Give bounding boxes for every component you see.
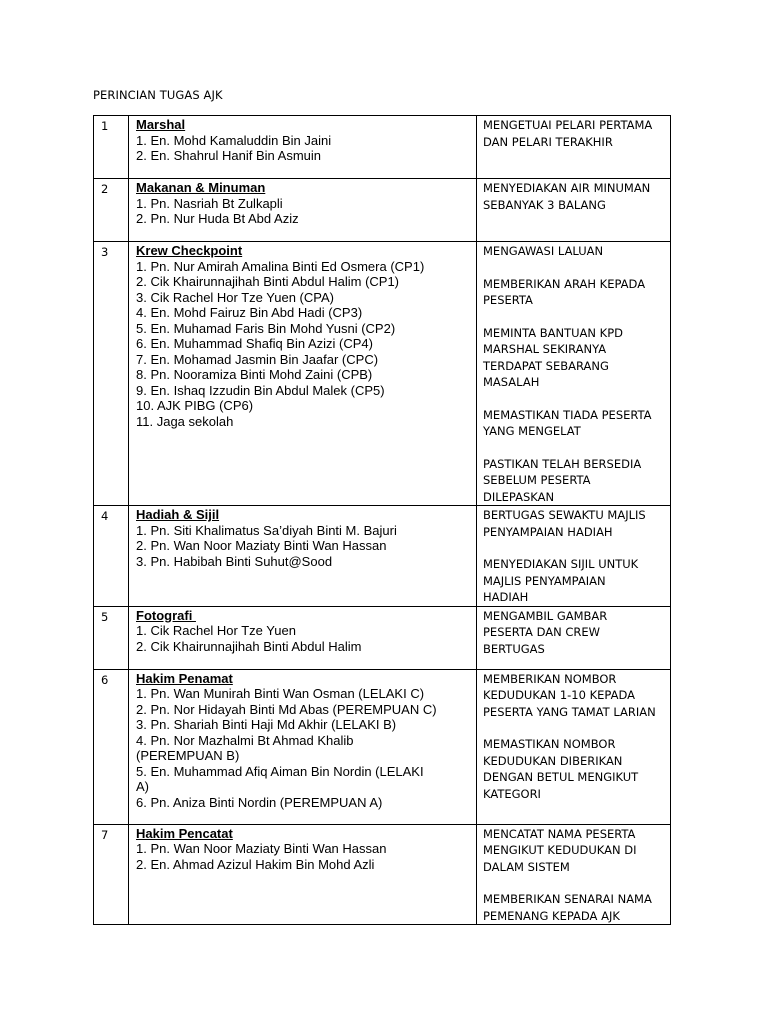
- task-cell: [477, 179, 671, 242]
- committee-heading: Fotografi: [136, 607, 196, 623]
- task-description: MENCATAT NAMA PESERTA MENGIKUT KEDUDUKAN DI DALAM SISTEM: [483, 826, 637, 874]
- row-number: 2: [94, 179, 129, 242]
- member-name: 1. Pn. Wan Noor Maziaty Binti Wan Hassan: [136, 841, 387, 856]
- task-description: MEMBERIKAN SENARAI NAMA PEMENANG KEPADA AJK: [483, 892, 652, 923]
- member-name: 6. Pn. Aniza Binti Nordin (PEREMPUAN A): [136, 794, 383, 810]
- member-name: 2. En. Ahmad Azizul Hakim Bin Mohd Azli: [136, 856, 375, 872]
- member-name: 5. En. Muhammad Afiq Aiman Bin Nordin (LELAKI: [136, 763, 424, 779]
- page-title: PERINCIAN TUGAS AJK: [93, 88, 223, 102]
- committee-cell: [129, 506, 477, 607]
- member-name: A): [136, 779, 149, 794]
- member-name: 5. En. Muhamad Faris Bin Mohd Yusni (CP2): [136, 320, 396, 336]
- task-description: PASTIKAN TELAH BERSEDIA SEBELUM PESERTA DILEPASKAN: [483, 456, 642, 504]
- table-row: [94, 606, 671, 669]
- table-row: [94, 242, 671, 506]
- member-name: (PEREMPUAN B): [136, 748, 240, 763]
- member-name: 2. Pn. Wan Noor Maziaty Binti Wan Hassan: [136, 538, 387, 553]
- task-description: BERTUGAS SEWAKTU MAJLIS PENYAMPAIAN HADIAH: [483, 508, 646, 539]
- task-cell: [477, 606, 671, 669]
- member-name: 2. Pn. Nor Hidayah Binti Md Abas (PEREMPUAN C): [136, 701, 437, 717]
- committee-heading: Marshal: [136, 117, 186, 132]
- task-description: MEMBERIKAN ARAH KEPADA PESERTA: [483, 276, 646, 307]
- row-number: 7: [94, 824, 129, 925]
- member-name: 2. Pn. Nur Huda Bt Abd Aziz: [136, 211, 299, 226]
- table-row: [94, 506, 671, 607]
- member-name: 1. Pn. Siti Khalimatus Sa’diyah Binti M. Bajuri: [136, 522, 397, 538]
- member-name: 8. Pn. Nooramiza Binti Mohd Zaini (CPB): [136, 367, 373, 382]
- member-name: 1. Pn. Nasriah Bt Zulkapli: [136, 195, 283, 211]
- row-number: 1: [94, 116, 129, 179]
- task-cell: [477, 506, 671, 607]
- member-name: 10. AJK PIBG (CP6): [136, 398, 254, 413]
- committee-heading: Hadiah & Sijil: [136, 507, 220, 522]
- member-name: 2. En. Shahrul Hanif Bin Asmuin: [136, 148, 321, 163]
- committee-cell: [129, 242, 477, 506]
- task-cell: [477, 824, 671, 925]
- table-row: [94, 116, 671, 179]
- table-row: [94, 824, 671, 925]
- member-name: 2. Cik Khairunnajihah Binti Abdul Halim (CP1): [136, 274, 400, 289]
- duty-table-body: [94, 116, 671, 925]
- row-number: 4: [94, 506, 129, 607]
- member-name: 3. Cik Rachel Hor Tze Yuen (CPA): [136, 289, 334, 305]
- task-description: MEMINTA BANTUAN KPD MARSHAL SEKIRANYA TERDAPAT SEBARANG MASALAH: [483, 325, 624, 389]
- committee-cell: [129, 824, 477, 925]
- member-name: 11. Jaga sekolah: [136, 413, 234, 429]
- member-name: 1. Pn. Wan Munirah Binti Wan Osman (LELAKI C): [136, 686, 425, 701]
- task-description: MENYEDIAKAN AIR MINUMAN SEBANYAK 3 BALANG: [483, 181, 651, 212]
- member-name: 1. Pn. Nur Amirah Amalina Binti Ed Osmera (CP1): [136, 258, 425, 274]
- committee-heading: Makanan & Minuman: [136, 180, 266, 195]
- committee-heading: Hakim Pencatat: [136, 825, 233, 841]
- task-description: MEMBERIKAN NOMBOR KEDUDUKAN 1-10 KEPADA PESERTA YANG TAMAT LARIAN: [483, 671, 656, 719]
- member-name: 3. Pn. Habibah Binti Suhut@Sood: [136, 553, 333, 569]
- member-name: 6. En. Muhammad Shafiq Bin Azizi (CP4): [136, 336, 373, 351]
- committee-heading: Hakim Penamat: [136, 670, 233, 686]
- committee-heading: Krew Checkpoint: [136, 243, 243, 258]
- member-name: 9. En. Ishaq Izzudin Bin Abdul Malek (CP5): [136, 382, 385, 398]
- table-row: [94, 669, 671, 824]
- member-name: 7. En. Mohamad Jasmin Bin Jaafar (CPC): [136, 351, 379, 367]
- row-number: 6: [94, 669, 129, 824]
- task-cell: [477, 669, 671, 824]
- committee-cell: [129, 669, 477, 824]
- member-name: 3. Pn. Shariah Binti Haji Md Akhir (LELAKI B): [136, 717, 397, 732]
- duty-table: [93, 115, 671, 925]
- task-cell: [477, 116, 671, 179]
- task-description: MEMASTIKAN TIADA PESERTA YANG MENGELAT: [483, 407, 652, 438]
- member-name: 2. Cik Khairunnajihah Binti Abdul Halim: [136, 638, 362, 654]
- task-description: MEMASTIKAN NOMBOR KEDUDUKAN DIBERIKAN DENGAN BETUL MENGIKUT KATEGORI: [483, 737, 639, 801]
- member-name: 4. Pn. Nor Mazhalmi Bt Ahmad Khalib: [136, 732, 354, 748]
- task-cell: [477, 242, 671, 506]
- task-description: MENGAWASI LALUAN: [483, 244, 604, 258]
- row-number: 3: [94, 242, 129, 506]
- row-number: 5: [94, 606, 129, 669]
- member-name: 1. En. Mohd Kamaluddin Bin Jaini: [136, 132, 332, 148]
- committee-cell: [129, 606, 477, 669]
- committee-cell: [129, 116, 477, 179]
- task-description: MENYEDIAKAN SIJIL UNTUK MAJLIS PENYAMPAIAN HADIAH: [483, 557, 639, 604]
- task-description: MENGAMBIL GAMBAR PESERTA DAN CREW BERTUGAS: [483, 608, 608, 656]
- committee-cell: [129, 179, 477, 242]
- task-description: MENGETUAI PELARI PERTAMA DAN PELARI TERAKHIR: [483, 118, 653, 149]
- table-row: [94, 179, 671, 242]
- member-name: 1. Cik Rachel Hor Tze Yuen: [136, 623, 296, 638]
- member-name: 4. En. Mohd Fairuz Bin Abd Hadi (CP3): [136, 305, 363, 320]
